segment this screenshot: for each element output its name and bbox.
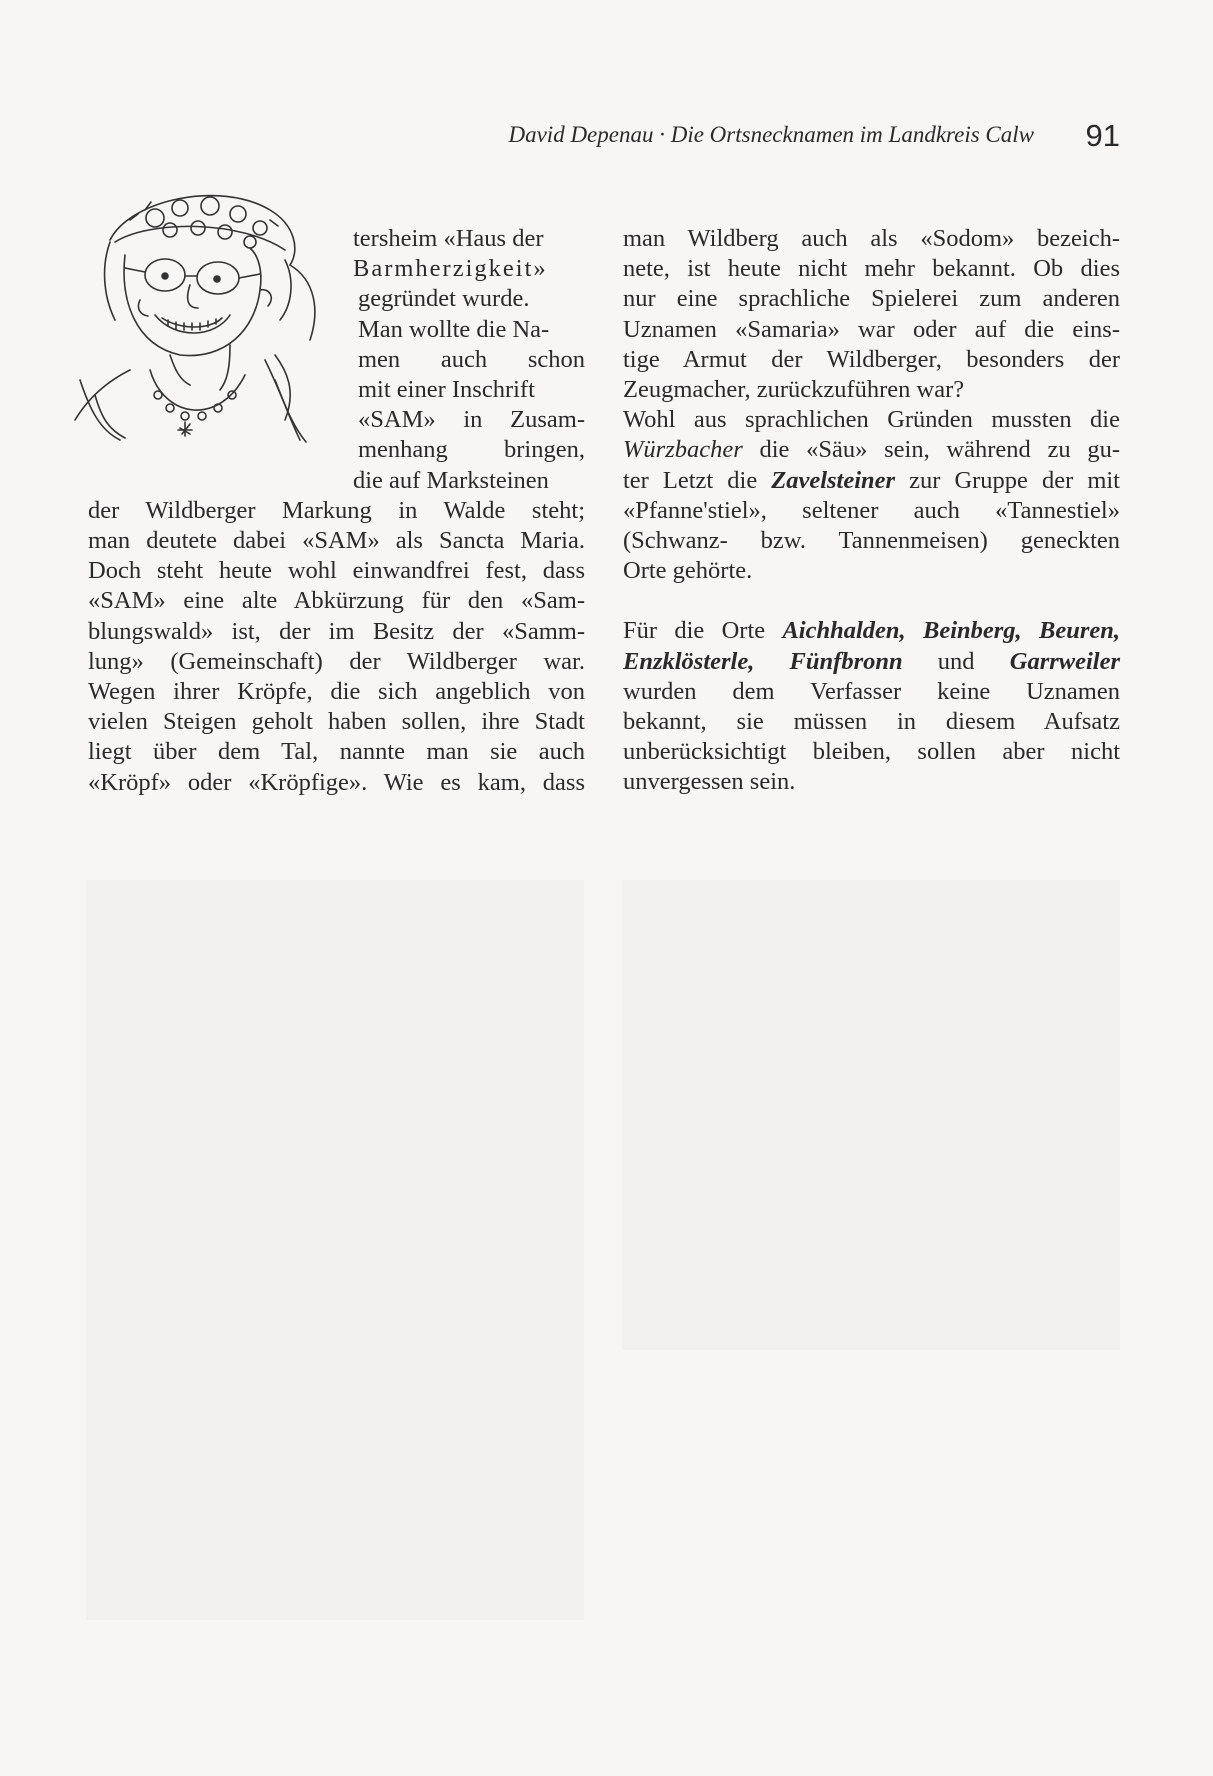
- text-line: nete, ist heute nicht mehr bekannt. Ob dies: [623, 255, 1120, 283]
- text-line: Wohl aus sprachlichen Gründen mussten die: [623, 406, 1120, 434]
- text-run: Für die Orte: [623, 617, 783, 645]
- text-line: vielen Steigen geholt haben sollen, ihre Stadt: [88, 708, 585, 736]
- running-title: David Depenau · Die Ortsnecknamen im Landkreis Calw: [508, 122, 1034, 147]
- text-run: zur Gruppe der mit: [895, 466, 1120, 494]
- page-header: [420, 118, 1120, 154]
- text-line: [623, 435, 1120, 465]
- text-line: «Kröpf» oder «Kröpfige». Wie es kam, dass: [88, 768, 585, 796]
- text-line: (Schwanz- bzw. Tannenmeisen) geneckten: [623, 527, 1120, 555]
- text-line: mit einer Inschrift: [358, 376, 535, 404]
- text-line: tersheim «Haus der: [353, 225, 544, 252]
- text-line: Orte gehörte.: [623, 557, 753, 585]
- text-run: die «Säu» sein, während zu gu-: [742, 436, 1120, 464]
- text-line: die auf Marksteinen: [353, 466, 549, 494]
- text-line: [623, 647, 1120, 677]
- text-line: Doch steht heute wohl einwandfrei fest, dass: [88, 557, 585, 585]
- place-name: Würzbacher: [623, 436, 743, 464]
- text-line: nur eine sprachliche Spielerei zum anderen: [623, 285, 1120, 313]
- page-number: 91: [1085, 118, 1120, 153]
- show-through-right-image: [622, 880, 1120, 1350]
- place-name: Garrweiler: [1009, 647, 1121, 675]
- text-line: tige Armut der Wildberger, besonders der: [623, 345, 1120, 373]
- text-run: und: [902, 647, 1010, 675]
- text-line: Barmherzigkeit»: [353, 255, 548, 283]
- text-line: lung» (Gemeinschaft) der Wildberger war.: [88, 647, 585, 675]
- text-line: [623, 466, 1120, 496]
- text-line: wurden dem Verfasser keine Uznamen: [623, 677, 1120, 705]
- text-line: Wegen ihrer Kröpfe, die sich angeblich von: [88, 678, 585, 706]
- text-line: blungswald» ist, der im Besitz der «Samm-: [88, 617, 585, 645]
- text-line: «SAM» eine alte Abkürzung für den «Sam-: [88, 587, 585, 615]
- place-names: Aichhalden, Beinberg, Beuren,: [782, 617, 1121, 645]
- place-names: Enzklösterle, Fünfbronn: [623, 647, 903, 675]
- place-name: Zavelsteiner: [771, 466, 896, 494]
- text-line: Man wollte die Na-: [358, 315, 550, 343]
- text-line: men auch schon: [358, 345, 585, 373]
- left-column: [88, 224, 585, 798]
- text-line: gegründet wurde.: [358, 285, 530, 313]
- text-line: Zeugmacher, zurückzuführen war?: [623, 376, 965, 404]
- text-line: unvergessen sein.: [623, 768, 796, 796]
- right-column: [623, 224, 1120, 798]
- text-line: man deutete dabei «SAM» als Sancta Maria.: [88, 527, 585, 555]
- text-line: liegt über dem Tal, nannte man sie auch: [88, 738, 585, 766]
- text-line: «Pfanne'stiel», seltener auch «Tannestiel»: [623, 496, 1120, 524]
- text-line: menhang bringen,: [358, 436, 585, 464]
- show-through-left-image: [86, 880, 584, 1620]
- text-line: [623, 616, 1120, 646]
- text-line: der Wildberger Markung in Walde steht;: [88, 496, 585, 524]
- text-run: ter Letzt die: [623, 466, 772, 494]
- text-line: man Wildberg auch als «Sodom» bezeich-: [623, 225, 1120, 252]
- text-line: bekannt, sie müssen in diesem Aufsatz: [623, 708, 1120, 736]
- text-line: unberücksichtigt bleiben, sollen aber nicht: [623, 738, 1120, 766]
- text-line: Uznamen «Samaria» war oder auf die eins-: [623, 315, 1120, 343]
- text-line: «SAM» in Zusam-: [358, 406, 585, 434]
